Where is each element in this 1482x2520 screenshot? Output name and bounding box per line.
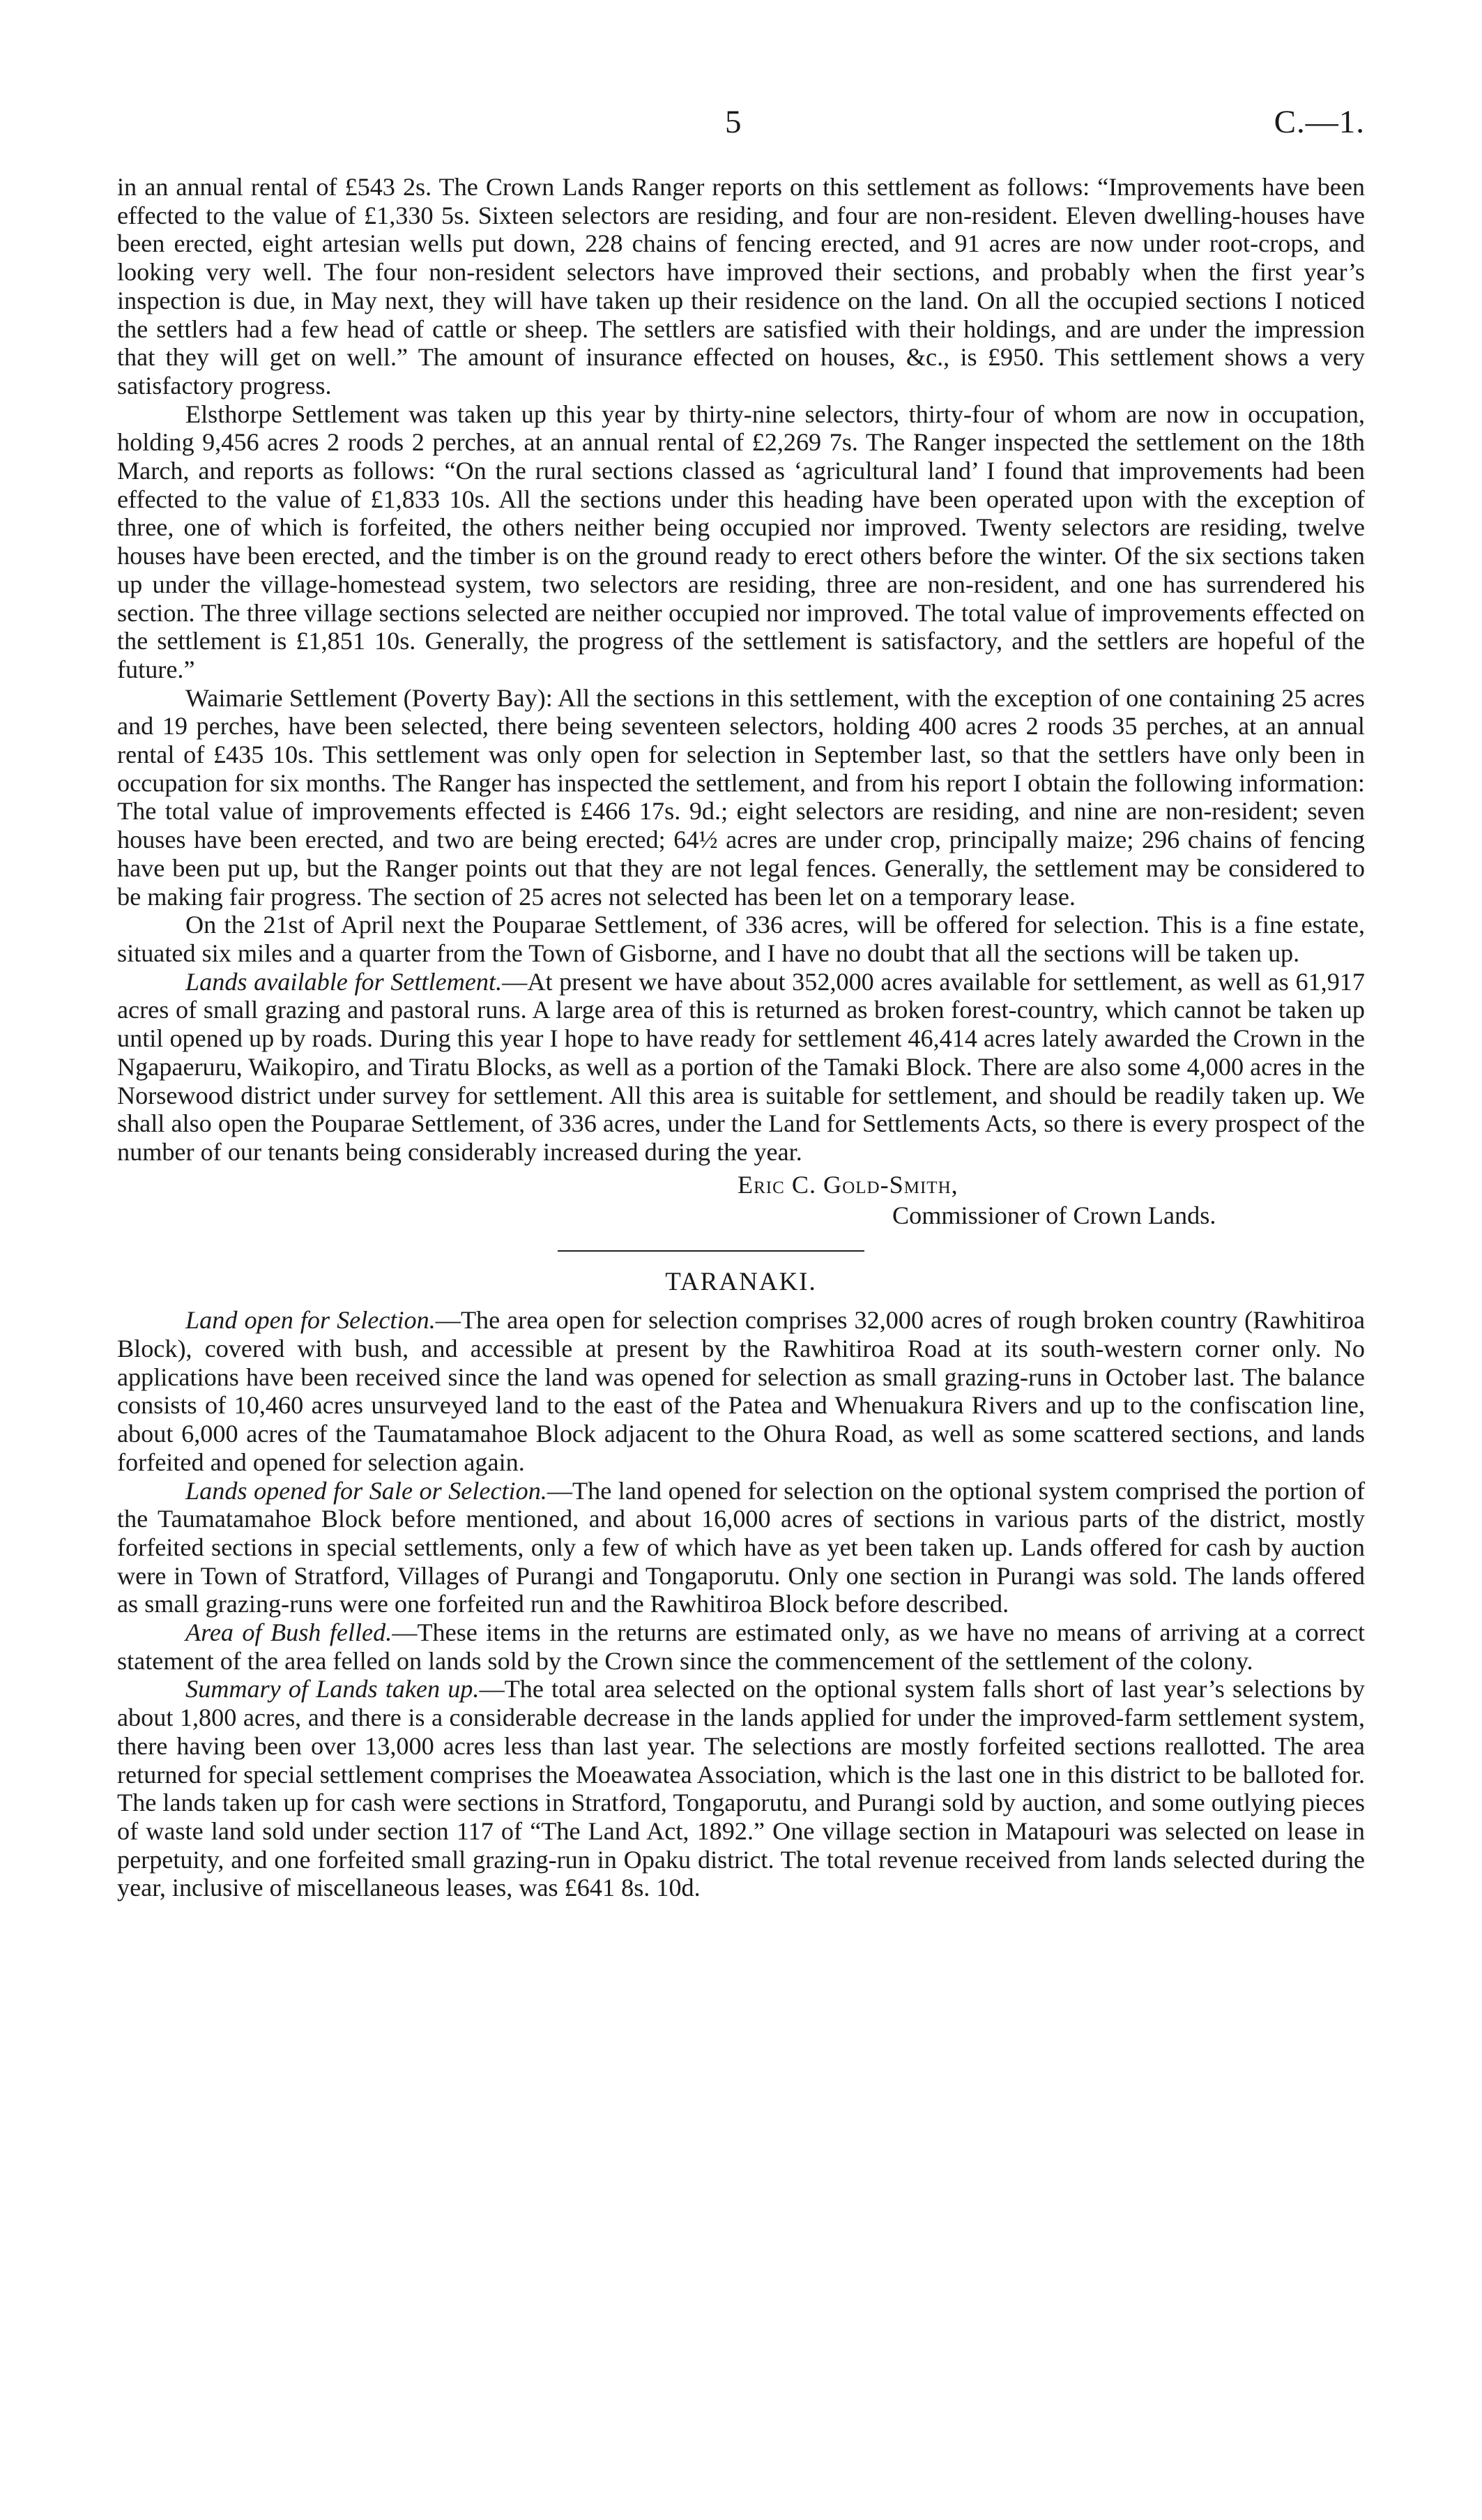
section-divider: [558, 1250, 864, 1252]
paragraph-summary-of-lands: [117, 1675, 1365, 1902]
document-reference: C.—1.: [1274, 104, 1365, 140]
paragraph-lands-available: [117, 968, 1365, 1167]
page-header: [117, 103, 1365, 152]
signature-block: [117, 1171, 1365, 1235]
paragraph-pouparae-settlement: On the 21st of April next the Pouparae Settlement, of 336 acres, will be offered for selection. This is a fine estate, situated six miles and a quarter from the Town of Gisborne, and I have no doubt that all the sections will be taken up.: [117, 911, 1365, 967]
paragraph-heading: Lands opened for Sale or Selection.: [185, 1476, 547, 1505]
signatory-title: Commissioner of Crown Lands.: [892, 1201, 1216, 1229]
paragraph-waimarie-settlement: Waimarie Settlement (Poverty Bay): All the sections in this settlement, with the exception of one containing 25 acres and 19 perches, have been selected, there being seventeen selectors, holding 400 acres 2 roods 35 perches, at an annual rental of £435 10s. This settlement was only open for selection in September last, so that the settlers have only been in occupation for six months. The Ranger has inspected the settlement, and from his report I obtain the following information: The total value of improvements effected is £466 17s. 9d.; eight selectors are residing, and nine are non-resident; seven houses have been erected, and two are being erected; 64½ acres are under crop, principally maize; 296 chains of fencing have been put up, but the Ranger points out that they are not legal fences. Generally, the settlement may be considered to be making fair progress. The section of 25 acres not selected has been let on a temporary lease.: [117, 683, 1365, 911]
paragraph-heading: Land open for Selection.: [185, 1306, 436, 1335]
paragraph-heading: Summary of Lands taken up.: [185, 1675, 480, 1703]
paragraph-land-open-for-selection: [117, 1306, 1365, 1476]
section-title-taranaki: TARANAKI.: [665, 1267, 817, 1296]
page-body: [117, 173, 1365, 1902]
paragraph-lands-opened-for-sale: [117, 1477, 1365, 1619]
paragraph-text: —At present we have about 352,000 acres available for settlement, as well as 61,917 acres of small grazing and pastoral runs. A large area of this is returned as broken forest-country, which cannot be taken up until opened up by roads. During this year I hope to have ready for settlement 46,414 acres lately awarded the Crown in the Ngapaeruru, Waikopiro, and Tiratu Blocks, as well as a portion of the Tamaki Block. There are also some 4,000 acres in the Norsewood district under survey for settlement. All this area is suitable for settlement, and should be readily taken up. We shall also open the Pouparae Settlement, of 336 acres, under the Land for Settlements Acts, so there is every prospect of the number of our tenants being considerably increased during the year.: [117, 967, 1365, 1166]
page-number: 5: [725, 104, 742, 140]
paragraph-text: —The area open for selection comprises 32,000 acres of rough broken country (Rawhitiroa Block), covered with bush, and accessible at present by the Rawhitiroa Road at its south-western corner only. No applications have been received since the land was opened for selection as small grazing-runs in October last. The balance consists of 10,460 acres unsurveyed land to the east of the Patea and Whenuakura Rivers and up to the confiscation line, about 6,000 acres of the Taumatamahoe Block adjacent to the Ohura Road, as well as some scattered sections, and lands forfeited and opened for selection again.: [117, 1306, 1365, 1476]
paragraph-area-of-bush-felled: [117, 1618, 1365, 1675]
paragraph-text: —These items in the returns are estimated only, as we have no means of arriving at a correct statement of the area felled on lands sold by the Crown since the commencement of the settlement of the colony.: [117, 1618, 1365, 1675]
paragraph-text: —The total area selected on the optional system falls short of last year’s selections by about 1,800 acres, and there is a considerable decrease in the lands applied for under the improved-farm settlement system, there having been over 13,000 acres less than last year. The selections are mostly forfeited sections reallotted. The area returned for special settlement comprises the Moeawatea Association, which is the last one in this district to be balloted for. The lands taken up for cash were sections in Stratford, Tongaporutu, and Purangi sold by auction, and some outlying pieces of waste land sold under section 117 of “The Land Act, 1892.” One village section in Matapouri was selected on lease in perpetuity, and one forfeited small grazing-run in Opaku district. The total revenue received from lands selected during the year, inclusive of miscellaneous leases, was £641 8s. 10d.: [117, 1675, 1366, 1902]
signatory-name: Eric C. Gold-Smith,: [738, 1170, 958, 1199]
paragraph-heading: Lands available for Settlement.: [185, 967, 503, 996]
paragraph-elsthorpe-settlement: Elsthorpe Settlement was taken up this year by thirty-nine selectors, thirty-four of whom are now in occupation, holding 9,456 acres 2 roods 2 perches, at an annual rental of £2,269 7s. The Ranger inspected the settlement on the 18th March, and reports as follows: “On the rural sections classed as ‘agricultural land’ I found that improvements had been effected to the value of £1,833 10s. All the sections under this heading have been operated upon with the exception of three, one of which is forfeited, the others neither being occupied nor improved. Twenty selectors are residing, twelve houses have been erected, and the timber is on the ground ready to erect others before the winter. Of the six sections taken up under the village-homestead system, two selectors are residing, three are non-resident, and one has surrendered his section. The three village sections selected are neither occupied nor improved. The total value of improvements effected on the settlement is £1,851 10s. Generally, the progress of the settlement is satisfactory, and the settlers are hopeful of the future.”: [117, 400, 1365, 683]
paragraph-rental-continuation: in an annual rental of £543 2s. The Crown Lands Ranger reports on this settlement as follows: “Improvements have been effected to the value of £1,330 5s. Sixteen selectors are residing, and four are non-resident. Eleven dwelling-houses have been erected, eight artesian wells put down, 228 chains of fencing erected, and 91 acres are now under root-crops, and looking very well. The four non-resident selectors have improved their sections, and probably when the first year’s inspection is due, in May next, they will have taken up their residence on the land. On all the occupied sections I noticed the settlers had a few head of cattle or sheep. The settlers are satisfied with their holdings, and are under the impression that they will get on well.” The amount of insurance effected on houses, &c., is £950. This settlement shows a very satisfactory progress.: [117, 173, 1365, 400]
paragraph-text: —The land opened for selection on the optional system comprised the portion of the Taumatamahoe Block before mentioned, and about 16,000 acres of sections in various parts of the district, mostly forfeited sections in special settlements, only a few of which have as yet been taken up. Lands offered for cash by auction were in Town of Stratford, Villages of Purangi and Tongaporutu. Only one section in Purangi was sold. The lands offered as small grazing-runs were one forfeited run and the Rawhitiroa Block before described.: [117, 1476, 1366, 1618]
paragraph-heading: Area of Bush felled.: [185, 1618, 392, 1647]
